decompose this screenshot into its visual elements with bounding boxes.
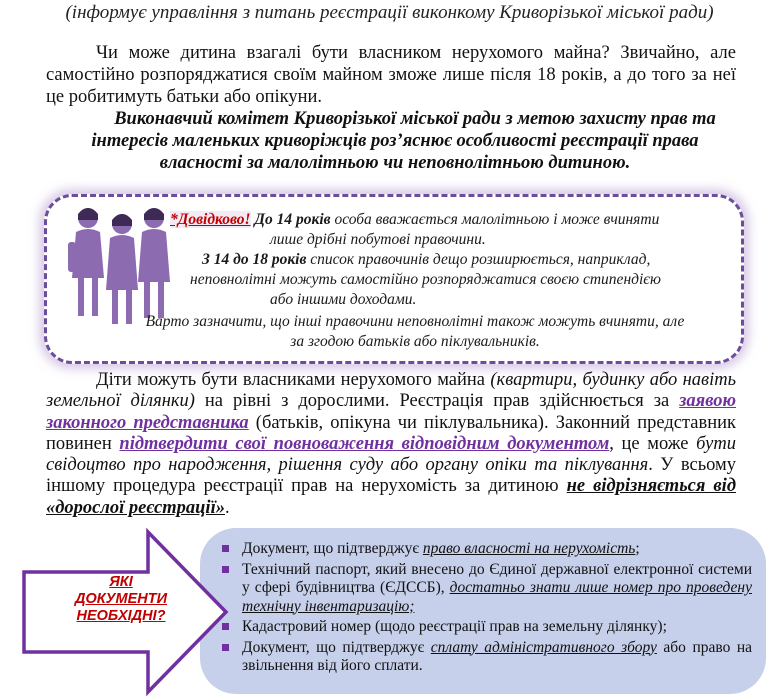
arrow-line-1: ЯКІ [109,574,133,590]
representative-application-link[interactable]: заявою законного представника [46,391,736,433]
info-label: *Довідково! [170,211,251,228]
document-text: ; [635,540,640,557]
body-italic-2: бути свідоцтво про народження, рішення суду або органу опіки та піклування [46,433,736,476]
body-italic-1: (квартири, будинку або навіть земельної ділянки) [46,370,736,412]
arrow-line-2: ДОКУМЕНТИ [75,591,167,607]
info-line-7: за згодою батьків або піклувальників. [290,333,540,350]
arrow-question [60,574,182,625]
square-bullet-icon [222,566,229,573]
square-bullet-icon [222,644,229,651]
body-text-5: . У всьому іншому процедура реєстрації прав на нерухомість за дитиною [46,455,736,497]
bold-line-3: власності за малолітньою чи неповнолітньою дитиною. [159,153,631,173]
body-text-2: на рівні з дорослими. Реєстрація прав здійснюється за [194,391,680,412]
info-line-5: або іншими доходами. [270,291,417,308]
document-item-fee [222,639,752,676]
body-text-6: . [224,497,230,518]
ownership-right-link: право власності на нерухомість [422,540,636,557]
fee-payment-note: сплату адміністративного збору [430,638,657,656]
bold-line-2: інтересів маленьких криворіжців роз’яснює особливості реєстрації права [91,131,699,151]
body-text-3: (батьків, опікуна чи піклувальника). Законний представник повинен [46,412,736,454]
square-bullet-icon [222,545,229,552]
info-line-3-rest: список правочинів дещо розширюється, наприклад, [306,251,651,268]
body-emphasis: не відрізняється від «дорослої реєстрації» [46,476,736,518]
info-line-6: Варто зазначити, що інші правочини неповнолітні також можуть вчиняти, але [145,313,685,330]
schoolchildren-illustration [64,198,176,330]
info-line-2: лише дрібні побутові правочини. [270,231,486,248]
bold-line-1: Виконавчий комітет Криворізької міської ради з метою захисту прав та [114,109,716,129]
document-item-tech-passport [222,561,752,617]
document-item-ownership [222,540,752,559]
page-subtitle: (інформує управління з питань реєстрації виконкому Криворізької міської ради) [65,2,714,23]
info-line-1 [170,210,735,230]
body-text-4: , це може [609,433,697,454]
document-text: Технічний паспорт, який внесено до Єдиної державної електронної системи у сфері будівництва (ЄДССБ), [242,560,752,596]
info-age-range: З 14 до 18 років [202,251,307,268]
intro-bold-statement [60,108,730,174]
info-line-1-rest: особа вважається малолітньою і може вчиняти [330,211,660,228]
confirm-authority-link[interactable]: підтвердити свої повноваження відповідним документом [119,433,610,454]
arrow-line-3: НЕОБХІДНІ? [76,608,166,624]
document-text: Кадастровий номер (щодо реєстрації прав на земельну ділянку); [242,618,667,635]
square-bullet-icon [222,623,229,630]
inventory-number-note: достатньо знати лише номер про проведену технічну інвентаризацію; [242,579,752,615]
document-text: або право на звільнення від його сплати. [242,638,753,674]
info-block-3 [100,312,730,352]
intro-paragraph: Чи може дитина взагалі бути власником нерухомого майна? Звичайно, але самостійно розпоряджатися своїм майном зможе лише після 18 років, а до того за неї це робитимуть батьки або опікуни. [46,43,736,107]
body-text-1: Діти можуть бути власниками нерухомого майна [96,370,491,390]
info-until-age: До 14 років [254,211,331,228]
document-text: Документ, що підтверджує [242,638,431,656]
document-item-cadastral [222,618,752,637]
documents-list [222,540,752,678]
info-line-4: неповнолітні можуть самостійно розпоряджатися своєю стипендією [190,271,661,288]
document-text: Документ, що підтверджує [242,540,423,557]
body-paragraph [46,370,736,519]
info-block-2 [190,250,735,310]
